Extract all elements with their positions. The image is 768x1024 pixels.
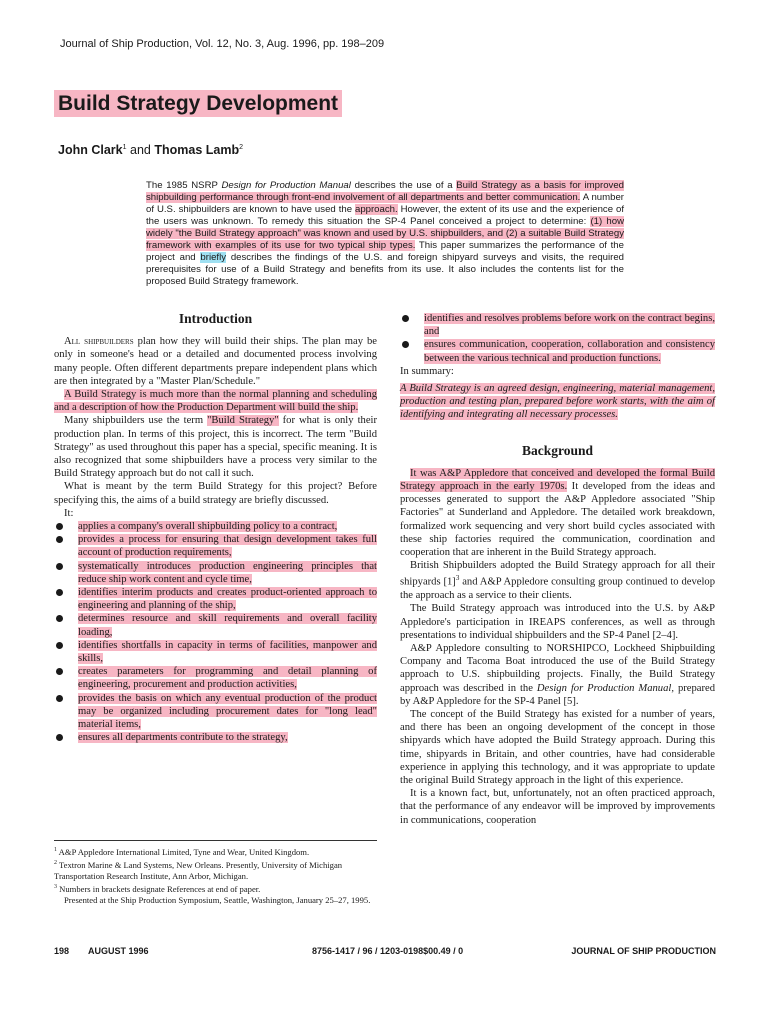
list-item-text: provides a process for ensuring that design development takes full account of production requirements, [78,534,377,559]
bullet-icon [56,536,63,543]
issue-month: AUGUST 1996 [88,946,149,956]
aims-list [54,520,377,744]
bullet-icon [56,695,63,702]
footnote [54,895,377,906]
list-item [54,692,377,732]
intro-highlight: A Build Strategy is much more than the normal planning and scheduling and a description of how the Production Department will build the ship. [54,389,377,414]
list-item [54,560,377,586]
bullet-icon [402,315,409,322]
bullet-icon [402,341,409,348]
background-text: British Shipbuilders adopted the Build Strategy approach for all their shipyards [1] [400,560,715,588]
bullet-icon [56,589,63,596]
list-item-text: provides the basis on which any eventual production of the product may be organized including procurement dates for "long lead" material items, [78,692,377,731]
author-1-mark: 1 [122,143,127,151]
authors [58,143,243,157]
author-1: John Clark [58,143,123,157]
background-paragraph: It is a known fact, but, unfortunately, not an often practiced approach, that the performance of any endeavor will be improved by improvements in communications, cooperation [400,788,715,826]
footnote [54,882,377,895]
footnotes [54,840,377,906]
bullet-icon [56,642,63,649]
abstract-text: The 1985 NSRP [146,180,222,191]
bullet-icon [56,523,63,530]
author-2: Thomas Lamb [154,143,240,157]
intro-paragraph [54,414,377,480]
bullet-icon [56,563,63,570]
author-2-mark: 2 [239,143,243,151]
article-code: 8756-1417 / 96 / 1203-0198$00.49 / 0 [312,946,464,956]
list-item [54,665,377,691]
intro-paragraph: What is meant by the term Build Strategy for this project? Before specifying this, the aims of a build strategy are briefly discussed. [54,481,377,506]
abstract-text: However, the extent of its use and the experience of the users was unknown. To remedy this situation the SP-4 Panel conceived a project to determine: [146,204,624,227]
list-item-text: identifies and resolves problems before work on the contract begins, and [424,313,715,338]
summary-quote [400,382,715,422]
in-summary: In summary: [400,365,454,377]
footnote-mark: 1 [54,847,57,853]
footnote-text: Presented at the Ship Production Symposium, Seattle, Washington, January 25–27, 1995. [64,894,371,905]
aims-list-continued [400,312,715,365]
background-text: and A&P Appledore consulting group continued to develop the approach as a service to their clients. [400,576,715,602]
list-item [54,612,377,638]
background-paragraph: The Build Strategy approach was introduced into the U.S. by A&P Appledore's participation in IREAPS conferences, as well as through presentations to individual shipbuilders and the SP-4 Panel [2–4]. [400,603,715,641]
intro-paragraph [54,335,377,388]
list-item [54,533,377,559]
background-text: A&P Appledore consulting to NORSHIPCO, Lockheed Shipbuilding Company and Tacoma Boat introduced the use of the Build Strategy approach to U.S. shipbuilding projects. Finally, the Build Strategy approach was described in the [400,643,715,694]
authors-and: and [130,143,151,157]
abstract-manual-title: Design for Production Manual [221,180,351,191]
list-item-text: identifies interim products and creates product-oriented approach to engineering and planning of the ship, [78,587,377,612]
bullet-icon [56,615,63,622]
background-text: It developed from the ideas and processes generated to support the A&P Appledore associated "Ship Factories" at Sunderland and Appledore. The detailed work breakdown, formalized work sequencing and very short build cycles associated with these ship factories required the communication, coordination and cooperation that are inherent in the Build Strategy approach. [400,481,715,559]
abstract-highlight: (1) how widely "the Build Strategy approach" was known and used by U.S. shipbuilders, and (2) a suitable Build Strategy framework with examples of its use for two typical ship types. [146,216,625,251]
intro-highlight: "Build Strategy" [207,415,279,427]
background-paragraph [400,642,715,708]
footnote [54,858,377,882]
footnote-text: Textron Marine & Land Systems, New Orleans. Presently, University of Michigan Transportation Research Institute, Ann Arbor, Michigan. [54,859,343,881]
list-item-text: systematically introduces production engineering principles that reduce ship work content and cycle time, [78,560,377,585]
bullet-icon [56,668,63,675]
intro-text: plan how they will build their ships. The plan may be only in someone's head or a detailed and documented process involving many people. Often different departments prepare independent plans which are then integrated by a "Master Plan/Schedule." [54,336,378,387]
abstract [146,180,624,288]
footnote-text: A&P Appledore International Limited, Tyne and Wear, United Kingdom. [57,846,310,857]
list-item [54,639,377,665]
bullet-icon [56,734,63,741]
list-item-text: ensures communication, cooperation, collaboration and consistency between the various technical and production functions. [424,339,715,364]
abstract-highlight: approach. [354,204,398,215]
journal-citation: Journal of Ship Production, Vol. 12, No. 3, Aug. 1996, pp. 198–209 [60,38,385,50]
intro-text: Many shipbuilders use the term [64,415,208,427]
footnote-mark: 2 [54,859,57,866]
introduction-heading: Introduction [178,311,253,326]
abstract-text: This paper summarizes the performance of the project and [146,240,624,263]
manual-title: Design for Production Manual, [536,682,674,694]
list-item-text: determines resource and skill requirements and overall facility loading, [78,613,377,638]
background-paragraph [400,467,715,559]
abstract-highlight: Build Strategy as a basis for improved shipbuilding performance through front-end involvement of all departments and better communication. [146,180,624,203]
abstract-text: describes the use of a [350,180,457,191]
intro-paragraph: It: [64,507,74,519]
list-item-text: identifies shortfalls in capacity in terms of facilities, manpower and skills, [78,639,377,665]
intro-text: for what is only their production plan. In terms of this project, this is incorrect. The term "Build Strategy" as used throughout this paper has a special, specific meaning. It is also recognized that some shipbuilders have a process very similar to the Build Strategy approach but do not call it such. [54,415,377,480]
right-column [400,312,715,827]
title-block [54,92,342,116]
abstract-text: describes the findings of the U.S. and foreign shipyard surveys and visits, the required prerequisites for use of a Build Strategy and benefits from its use. It also includes the contents list for the proposed Build Strategy framework. [146,252,624,287]
list-item [400,312,715,338]
footnote [54,845,377,858]
list-item-text: creates parameters for programming and detail planning of engineering, procurement and production activities, [78,666,377,691]
list-item-text: ensures all departments contribute to the strategy, [78,732,288,744]
list-item [400,338,715,364]
background-paragraph [400,559,715,602]
page-number: 198 [54,946,70,956]
background-text: prepared by A&P Appledore for the SP-4 Panel [5]. [400,682,715,707]
background-paragraph: The concept of the Build Strategy has existed for a number of years, and there has been an ongoing development of the concept in those shipyards which have adopted the Build Strategy approach. During this time, shipyards in Britain, and other countries, have had considerable experience in applying this technology, and it was appropriate to update the original Build Strategy approach in the light of this experience. [400,709,715,787]
summary-quote-text: A Build Strategy is an agreed design, engineering, material management, production and testing plan, prepared before work starts, with the aim of identifying and integrating all necessary processes. [400,383,715,421]
journal-name: JOURNAL OF SHIP PRODUCTION [571,946,716,956]
background-highlight: It was A&P Appledore that conceived and developed the formal Build Strategy approach in the early 1970s. [400,467,715,493]
footnote-ref: 3 [455,574,460,583]
background-heading: Background [521,442,594,458]
intro-paragraph [54,388,377,414]
paper-title: Build Strategy Development [54,90,342,117]
footnote-text: Numbers in brackets designate References at end of paper. [57,883,261,894]
list-item [54,586,377,612]
list-item [54,520,377,533]
footnote-mark: 3 [54,883,57,890]
abstract-text: A number of U.S. shipbuilders are known to have used the [146,192,624,215]
list-item-text: applies a company's overall shipbuilding policy to a contract, [78,521,338,533]
intro-lead-in: All shipbuilders [64,336,134,348]
list-item [54,731,377,744]
left-column [54,312,377,745]
abstract-highlight-blue: briefly [200,252,227,263]
